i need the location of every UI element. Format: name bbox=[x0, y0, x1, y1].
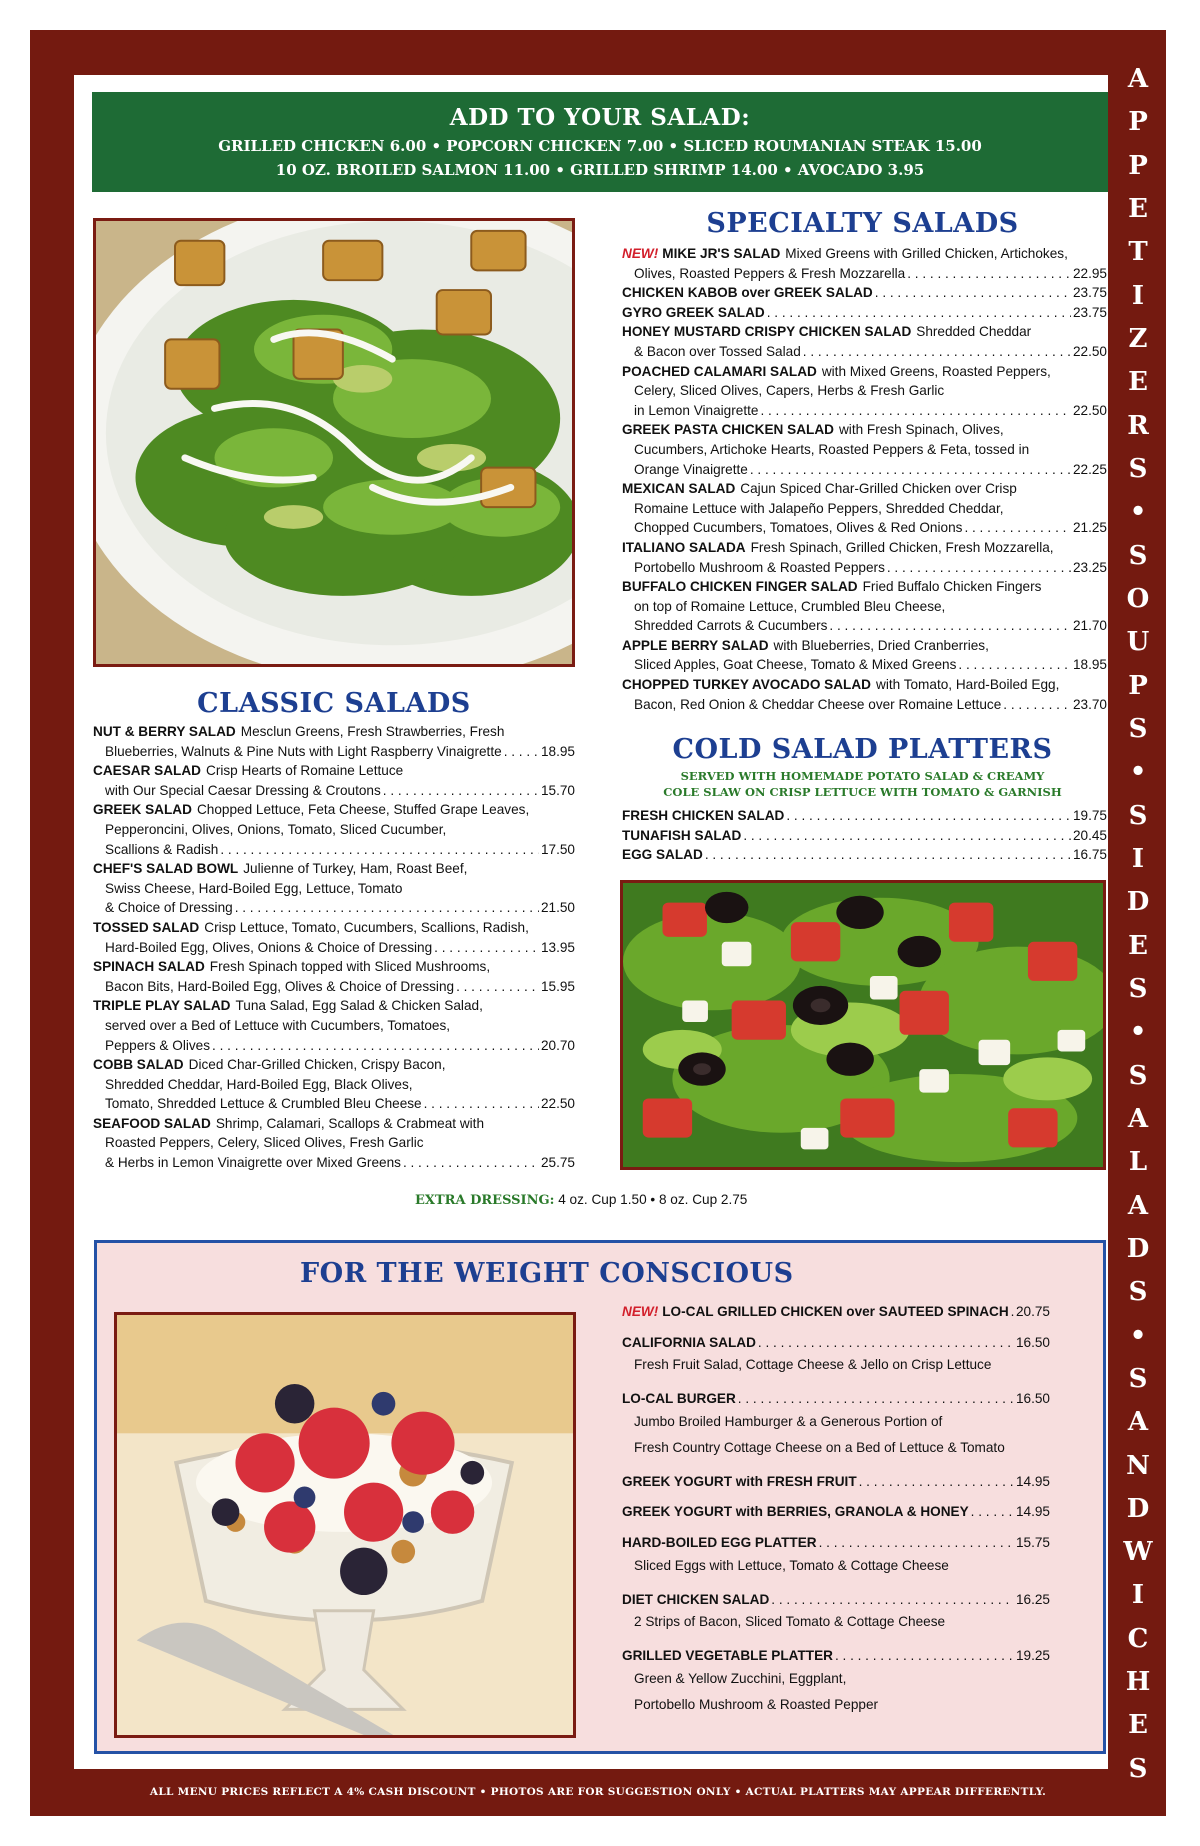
side-tab-letter: S bbox=[1128, 973, 1148, 1004]
classic-item-price: 21.50 bbox=[540, 900, 575, 916]
weight-item-price: 16.50 bbox=[1015, 1391, 1050, 1407]
classic-item-price: 20.70 bbox=[540, 1037, 575, 1053]
classic-item-line bbox=[93, 1153, 575, 1173]
specialty-item-desc: & Bacon over Tossed Salad bbox=[634, 343, 801, 359]
specialty-item-line bbox=[622, 695, 1107, 715]
classic-item-price: 22.50 bbox=[540, 1096, 575, 1112]
leader-dots bbox=[859, 1472, 1014, 1492]
weight-item-desc: Sliced Eggs with Lettuce, Tomato & Cottage Cheese bbox=[634, 1557, 949, 1573]
new-badge: NEW! bbox=[622, 1304, 659, 1319]
leader-dots bbox=[220, 840, 539, 860]
weight-item-name: CALIFORNIA SALAD bbox=[622, 1334, 756, 1350]
side-tab-letter: I bbox=[1131, 1580, 1145, 1611]
classic-item-desc: Chopped Lettuce, Feta Cheese, Stuffed Grape Leaves, bbox=[196, 802, 530, 818]
weight-item-name: HARD-BOILED EGG PLATTER bbox=[622, 1534, 817, 1550]
classic-item-name: SEAFOOD SALAD bbox=[93, 1115, 211, 1131]
weight-item-line bbox=[622, 1533, 1050, 1553]
weight-conscious-title: FOR THE WEIGHT CONSCIOUS bbox=[300, 1258, 794, 1289]
classic-item-line bbox=[93, 898, 575, 918]
leader-dots bbox=[771, 1590, 1014, 1610]
side-tab-letter: A bbox=[1127, 1190, 1149, 1221]
cold-item bbox=[622, 845, 1107, 865]
specialty-item-price: 23.75 bbox=[1072, 304, 1107, 320]
classic-item-line bbox=[93, 1094, 575, 1114]
leader-dots bbox=[383, 781, 539, 801]
leader-dots bbox=[819, 1533, 1014, 1553]
specialty-item bbox=[622, 538, 1107, 577]
weight-item-name: LO-CAL GRILLED CHICKEN over SAUTEED SPINACH bbox=[662, 1304, 1009, 1319]
leader-dots bbox=[504, 742, 539, 762]
specialty-item bbox=[622, 636, 1107, 675]
leader-dots bbox=[767, 303, 1071, 323]
classic-item-desc: Mesclun Greens, Fresh Strawberries, Fresh bbox=[240, 724, 505, 739]
specialty-item-line bbox=[622, 362, 1107, 382]
classic-salads-title: CLASSIC SALADS bbox=[197, 688, 471, 719]
greek-salad-photo bbox=[620, 880, 1106, 1170]
specialty-item-price: 23.70 bbox=[1072, 696, 1107, 712]
specialty-item-line bbox=[622, 322, 1107, 342]
classic-item-line bbox=[93, 1016, 575, 1036]
classic-item-desc: Swiss Cheese, Hard-Boiled Egg, Lettuce, Tomato bbox=[105, 880, 403, 896]
leader-dots bbox=[875, 283, 1071, 303]
weight-conscious-list bbox=[622, 1302, 1050, 1729]
classic-item bbox=[93, 761, 575, 800]
classic-item bbox=[93, 1114, 575, 1173]
classic-item-desc: Roasted Peppers, Celery, Sliced Olives, Fresh Garlic bbox=[105, 1135, 424, 1151]
classic-item bbox=[93, 1055, 575, 1114]
cold-platters-subtitle bbox=[620, 768, 1105, 800]
side-tab-letter: N bbox=[1126, 1450, 1150, 1481]
classic-item-line bbox=[93, 1114, 575, 1134]
weight-item-name: GRILLED VEGETABLE PLATTER bbox=[622, 1648, 833, 1664]
classic-item-name: TOSSED SALAD bbox=[93, 919, 200, 935]
specialty-item-desc: with Fresh Spinach, Olives, bbox=[838, 422, 1004, 438]
specialty-item-desc: Celery, Sliced Olives, Capers, Herbs & Fresh Garlic bbox=[634, 383, 945, 399]
classic-item-line bbox=[93, 977, 575, 997]
weight-item-price: 19.25 bbox=[1015, 1648, 1050, 1664]
side-tab-letter: S bbox=[1128, 540, 1148, 571]
specialty-item bbox=[622, 283, 1107, 303]
weight-item-line bbox=[622, 1472, 1050, 1492]
classic-item-name: GREEK SALAD bbox=[93, 802, 192, 818]
classic-item-desc: Blueberries, Walnuts & Pine Nuts with Light Raspberry Vinaigrette bbox=[105, 743, 502, 759]
specialty-item-desc: on top of Romaine Lettuce, Crumbled Bleu Cheese, bbox=[634, 598, 946, 614]
leader-dots bbox=[958, 655, 1071, 675]
specialty-item-desc: Sliced Apples, Goat Cheese, Tomato & Mixed Greens bbox=[634, 657, 957, 673]
cold-platters-list bbox=[622, 806, 1107, 865]
weight-item-desc: Portobello Mushroom & Roasted Pepper bbox=[634, 1696, 879, 1712]
specialty-item bbox=[622, 675, 1107, 714]
specialty-item-price: 18.95 bbox=[1072, 657, 1107, 673]
specialty-item-desc: Cajun Spiced Char-Grilled Chicken over Crisp bbox=[740, 481, 1017, 497]
side-tab-letter: A bbox=[1127, 64, 1149, 94]
side-category-tab bbox=[1112, 66, 1164, 1782]
specialty-item-line bbox=[622, 381, 1107, 401]
specialty-item-desc: Cucumbers, Artichoke Hearts, Roasted Peppers & Feta, tossed in bbox=[634, 441, 1030, 457]
classic-item-desc: Fresh Spinach topped with Sliced Mushrooms, bbox=[209, 959, 491, 975]
specialty-item-name: POACHED CALAMARI SALAD bbox=[622, 363, 817, 379]
leader-dots bbox=[835, 1646, 1014, 1666]
cold-item-price: 16.75 bbox=[1072, 847, 1107, 863]
classic-item-desc: Crisp Hearts of Romaine Lettuce bbox=[206, 763, 404, 779]
weight-item-price: 16.25 bbox=[1015, 1591, 1050, 1607]
classic-item bbox=[93, 957, 575, 996]
classic-item-desc: & Herbs in Lemon Vinaigrette over Mixed Greens bbox=[105, 1155, 401, 1171]
specialty-item-desc: Shredded Cheddar bbox=[916, 324, 1032, 340]
weight-item bbox=[622, 1389, 1050, 1461]
side-tab-letter: T bbox=[1128, 237, 1148, 268]
side-tab-letter: L bbox=[1128, 1147, 1148, 1178]
leader-dots bbox=[1003, 695, 1071, 715]
side-tab-letter: D bbox=[1126, 1233, 1150, 1264]
specialty-item-line bbox=[622, 636, 1107, 656]
specialty-item-price: 22.25 bbox=[1072, 461, 1107, 477]
classic-item-desc: & Choice of Dressing bbox=[105, 900, 233, 916]
side-tab-letter: H bbox=[1125, 1667, 1151, 1698]
leader-dots bbox=[971, 1502, 1014, 1522]
cold-item-price: 20.45 bbox=[1072, 827, 1107, 843]
side-tab-letter: C bbox=[1127, 1623, 1149, 1654]
leader-dots bbox=[760, 401, 1071, 421]
specialty-item-price: 22.95 bbox=[1072, 265, 1107, 281]
specialty-item-price: 21.25 bbox=[1072, 520, 1107, 536]
classic-item-name: COBB SALAD bbox=[93, 1057, 184, 1073]
weight-item-price: 20.75 bbox=[1015, 1304, 1050, 1319]
weight-item bbox=[622, 1533, 1050, 1579]
specialty-item-price: 21.70 bbox=[1072, 618, 1107, 634]
classic-item-line bbox=[93, 938, 575, 958]
side-tab-letter: P bbox=[1128, 107, 1148, 138]
cold-sub-line-2: COLE SLAW ON CRISP LETTUCE WITH TOMATO & GARNISH bbox=[663, 785, 1062, 799]
side-tab-letter: E bbox=[1128, 367, 1148, 398]
leader-dots bbox=[738, 1389, 1014, 1409]
side-tab-letter: W bbox=[1123, 1537, 1153, 1568]
weight-item bbox=[622, 1646, 1050, 1718]
classic-item-desc: Shredded Cheddar, Hard-Boiled Egg, Black Olives, bbox=[105, 1076, 413, 1092]
specialty-item-line bbox=[622, 597, 1107, 617]
side-tab-letter: S bbox=[1128, 713, 1148, 744]
classic-item-line bbox=[93, 761, 575, 781]
weight-item-desc: 2 Strips of Bacon, Sliced Tomato & Cottage Cheese bbox=[634, 1614, 946, 1630]
weight-item-price: 14.95 bbox=[1015, 1473, 1050, 1489]
classic-item-line bbox=[93, 918, 575, 938]
specialty-item-desc: Portobello Mushroom & Roasted Peppers bbox=[634, 559, 885, 575]
classic-item-price: 25.75 bbox=[540, 1155, 575, 1171]
specialty-item-desc: Mixed Greens with Grilled Chicken, Artichokes, bbox=[785, 246, 1068, 261]
cold-item bbox=[622, 826, 1107, 846]
extra-dressing-label: EXTRA DRESSING: bbox=[415, 1193, 555, 1208]
specialty-item-line bbox=[622, 420, 1107, 440]
specialty-item-desc: Fresh Spinach, Grilled Chicken, Fresh Mozzarella, bbox=[750, 539, 1054, 555]
side-tab-letter: E bbox=[1128, 930, 1148, 961]
new-badge: NEW! bbox=[622, 246, 659, 261]
leader-dots bbox=[743, 826, 1071, 846]
specialty-item-name: CHICKEN KABOB over GREEK SALAD bbox=[622, 285, 873, 301]
leader-dots bbox=[434, 938, 539, 958]
classic-item-line bbox=[93, 1055, 575, 1075]
specialty-item bbox=[622, 479, 1107, 538]
side-tab-letter: • bbox=[1129, 1017, 1147, 1048]
specialty-item-line bbox=[622, 538, 1107, 558]
weight-item-price: 16.50 bbox=[1015, 1334, 1050, 1350]
specialty-item-name: HONEY MUSTARD CRISPY CHICKEN SALAD bbox=[622, 324, 912, 340]
side-tab-letter: S bbox=[1128, 453, 1148, 484]
classic-item-line bbox=[93, 742, 575, 762]
classic-item-name: SPINACH SALAD bbox=[93, 959, 205, 975]
classic-item-line bbox=[93, 781, 575, 801]
specialty-item bbox=[622, 303, 1107, 323]
specialty-item-desc: Fried Buffalo Chicken Fingers bbox=[862, 579, 1042, 595]
weight-item-name: GREEK YOGURT with FRESH FRUIT bbox=[622, 1473, 857, 1489]
classic-item-line bbox=[93, 1036, 575, 1056]
yogurt-parfait-photo bbox=[114, 1312, 576, 1738]
specialty-item-desc: Chopped Cucumbers, Tomatoes, Olives & Red Onions bbox=[634, 520, 963, 536]
addon-title: ADD TO YOUR SALAD: bbox=[449, 104, 751, 131]
cold-item-name: EGG SALAD bbox=[622, 847, 703, 863]
specialty-item-name: GREEK PASTA CHICKEN SALAD bbox=[622, 422, 834, 438]
classic-item-line bbox=[93, 840, 575, 860]
classic-item-line bbox=[93, 800, 575, 820]
specialty-salads-list bbox=[622, 244, 1107, 714]
specialty-item-desc: with Mixed Greens, Roasted Peppers, bbox=[821, 363, 1051, 379]
specialty-item bbox=[622, 420, 1107, 479]
classic-item-desc: Tomato, Shredded Lettuce & Crumbled Bleu Cheese bbox=[105, 1096, 422, 1112]
classic-item bbox=[93, 859, 575, 918]
classic-item bbox=[93, 918, 575, 957]
specialty-item-line bbox=[622, 675, 1107, 695]
classic-item-name: TRIPLE PLAY SALAD bbox=[93, 998, 231, 1014]
side-tab-letter: O bbox=[1126, 583, 1150, 614]
weight-item-desc: Green & Yellow Zucchini, Eggplant, bbox=[634, 1670, 847, 1686]
specialty-item-line bbox=[622, 577, 1107, 597]
weight-item-desc: Jumbo Broiled Hamburger & a Generous Portion of bbox=[634, 1413, 943, 1429]
classic-item-desc: Peppers & Olives bbox=[105, 1037, 211, 1053]
specialty-item bbox=[622, 577, 1107, 636]
weight-item-line bbox=[622, 1502, 1050, 1522]
specialty-salads-title: SPECIALTY SALADS bbox=[706, 208, 1019, 239]
add-to-salad-banner bbox=[92, 92, 1108, 192]
weight-item-line bbox=[622, 1302, 1050, 1322]
weight-item-price: 14.95 bbox=[1015, 1504, 1050, 1520]
specialty-item-name: MEXICAN SALAD bbox=[622, 481, 736, 497]
specialty-item-line bbox=[622, 283, 1107, 303]
specialty-item-line bbox=[622, 244, 1107, 264]
classic-item-price: 13.95 bbox=[540, 939, 575, 955]
specialty-item bbox=[622, 322, 1107, 361]
cold-item-name: FRESH CHICKEN SALAD bbox=[622, 808, 785, 823]
specialty-item-name: CHOPPED TURKEY AVOCADO SALAD bbox=[622, 677, 871, 693]
side-tab-letter: S bbox=[1128, 1753, 1148, 1784]
classic-item-line bbox=[93, 879, 575, 899]
side-tab-letter: E bbox=[1128, 193, 1148, 224]
side-tab-letter: I bbox=[1131, 843, 1145, 874]
weight-item-desc: Fresh Fruit Salad, Cottage Cheese & Jello on Crisp Lettuce bbox=[634, 1357, 992, 1373]
side-tab-letter: R bbox=[1127, 410, 1149, 441]
side-tab-letter: S bbox=[1128, 1363, 1148, 1394]
side-tab-letter: U bbox=[1126, 627, 1150, 658]
specialty-item-line bbox=[622, 264, 1107, 284]
specialty-item-line bbox=[622, 616, 1107, 636]
leader-dots bbox=[235, 898, 539, 918]
classic-item-desc: served over a Bed of Lettuce with Cucumbers, Tomatoes, bbox=[105, 1017, 451, 1033]
leader-dots bbox=[758, 1333, 1014, 1353]
side-tab-letter: S bbox=[1128, 1060, 1148, 1091]
side-tab-letter: A bbox=[1127, 1407, 1149, 1438]
specialty-item-price: 22.50 bbox=[1072, 343, 1107, 359]
specialty-item-line bbox=[622, 479, 1107, 499]
weight-item-name: DIET CHICKEN SALAD bbox=[622, 1591, 770, 1607]
side-tab-letter: D bbox=[1126, 887, 1150, 918]
addon-line-2: 10 OZ. BROILED SALMON 11.00 • GRILLED SHRIMP 14.00 • AVOCADO 3.95 bbox=[275, 161, 925, 179]
leader-dots bbox=[705, 845, 1071, 865]
classic-item-line bbox=[93, 996, 575, 1016]
weight-item-desc: Fresh Country Cottage Cheese on a Bed of Lettuce & Tomato bbox=[634, 1439, 1005, 1455]
side-tab-letter: P bbox=[1128, 150, 1148, 181]
classic-item bbox=[93, 996, 575, 1055]
leader-dots bbox=[424, 1094, 539, 1114]
classic-item-desc: Julienne of Turkey, Ham, Roast Beef, bbox=[243, 861, 468, 877]
classic-item-price: 15.70 bbox=[540, 782, 575, 798]
specialty-item bbox=[622, 362, 1107, 421]
classic-item-name: NUT & BERRY SALAD bbox=[93, 724, 236, 739]
classic-item-desc: Bacon Bits, Hard-Boiled Egg, Olives & Choice of Dressing bbox=[105, 978, 455, 994]
weight-item-price: 15.75 bbox=[1015, 1534, 1050, 1550]
side-tab-letter: • bbox=[1129, 757, 1147, 788]
classic-item-desc: Pepperoncini, Olives, Onions, Tomato, Sliced Cucumber, bbox=[105, 821, 447, 837]
side-tab-letter: • bbox=[1129, 497, 1147, 528]
specialty-item-name: GYRO GREEK SALAD bbox=[622, 304, 765, 320]
side-tab-letter: P bbox=[1128, 670, 1148, 701]
classic-item-line bbox=[93, 820, 575, 840]
side-tab-letter: Z bbox=[1128, 323, 1148, 354]
weight-item-line bbox=[622, 1333, 1050, 1353]
addon-line-1: GRILLED CHICKEN 6.00 • POPCORN CHICKEN 7.00 • SLICED ROUMANIAN STEAK 15.00 bbox=[218, 137, 982, 155]
specialty-item-name: BUFFALO CHICKEN FINGER SALAD bbox=[622, 579, 858, 595]
classic-item-line bbox=[93, 722, 575, 742]
classic-item bbox=[93, 722, 575, 761]
weight-item-line bbox=[622, 1646, 1050, 1666]
leader-dots bbox=[786, 806, 1071, 826]
leader-dots bbox=[964, 518, 1071, 538]
side-tab-letter: I bbox=[1131, 280, 1145, 311]
classic-item bbox=[93, 800, 575, 859]
specialty-item-line bbox=[622, 401, 1107, 421]
leader-dots bbox=[829, 616, 1071, 636]
weight-item bbox=[622, 1302, 1050, 1322]
weight-item bbox=[622, 1502, 1050, 1522]
extra-dressing-prices: 4 oz. Cup 1.50 • 8 oz. Cup 2.75 bbox=[558, 1192, 748, 1207]
weight-item bbox=[622, 1590, 1050, 1636]
cold-sub-line-1: SERVED WITH HOMEMADE POTATO SALAD & CREAMY bbox=[680, 769, 1045, 783]
classic-item-price: 15.95 bbox=[540, 978, 575, 994]
specialty-item-desc: with Blueberries, Dried Cranberries, bbox=[773, 637, 989, 653]
classic-item-desc: Scallions & Radish bbox=[105, 841, 219, 857]
classic-salads-list bbox=[93, 722, 575, 1173]
side-tab-letter: E bbox=[1128, 1710, 1148, 1741]
specialty-item-name: MIKE JR'S SALAD bbox=[662, 246, 781, 261]
side-tab-letter: A bbox=[1127, 1103, 1149, 1134]
weight-item-name: GREEK YOGURT with BERRIES, GRANOLA & HONEY bbox=[622, 1504, 969, 1520]
classic-item-price: 18.95 bbox=[540, 743, 575, 759]
classic-item-desc: Tuna Salad, Egg Salad & Chicken Salad, bbox=[235, 998, 483, 1014]
specialty-item-line bbox=[622, 499, 1107, 519]
caesar-salad-photo bbox=[93, 218, 575, 667]
specialty-item-line bbox=[622, 440, 1107, 460]
specialty-item-name: APPLE BERRY SALAD bbox=[622, 637, 769, 653]
classic-item-line bbox=[93, 957, 575, 977]
specialty-item-desc: in Lemon Vinaigrette bbox=[634, 402, 759, 418]
specialty-item-desc: Orange Vinaigrette bbox=[634, 461, 748, 477]
classic-item-name: CHEF'S SALAD BOWL bbox=[93, 861, 239, 877]
leader-dots bbox=[456, 977, 539, 997]
classic-item-line bbox=[93, 1075, 575, 1095]
cold-item-name: TUNAFISH SALAD bbox=[622, 827, 742, 843]
specialty-item bbox=[622, 244, 1107, 283]
side-tab-letter: D bbox=[1126, 1493, 1150, 1524]
specialty-item-line bbox=[622, 342, 1107, 362]
weight-item bbox=[622, 1472, 1050, 1492]
specialty-item-line bbox=[622, 518, 1107, 538]
specialty-item-desc: Bacon, Red Onion & Cheddar Cheese over Romaine Lettuce bbox=[634, 696, 1002, 712]
classic-item-line bbox=[93, 859, 575, 879]
side-tab-letter: S bbox=[1128, 800, 1148, 831]
specialty-item-line bbox=[622, 303, 1107, 323]
leader-dots bbox=[750, 460, 1071, 480]
weight-item-line bbox=[622, 1590, 1050, 1610]
leader-dots bbox=[907, 264, 1071, 284]
specialty-item-line bbox=[622, 558, 1107, 578]
cold-item bbox=[622, 806, 1107, 826]
footer-disclaimer: ALL MENU PRICES REFLECT A 4% CASH DISCOUNT • PHOTOS ARE FOR SUGGESTION ONLY • ACTUAL PLATTERS MAY APPEAR DIFFERENTLY. bbox=[149, 1786, 1047, 1798]
classic-item-desc: with Our Special Caesar Dressing & Croutons bbox=[105, 782, 381, 798]
leader-dots bbox=[1011, 1302, 1014, 1322]
classic-item-desc: Diced Char-Grilled Chicken, Crispy Bacon, bbox=[188, 1057, 446, 1073]
specialty-item-price: 22.50 bbox=[1072, 402, 1107, 418]
specialty-item-desc: Shredded Carrots & Cucumbers bbox=[634, 618, 828, 634]
classic-item-desc: Crisp Lettuce, Tomato, Cucumbers, Scallions, Radish, bbox=[204, 919, 529, 935]
leader-dots bbox=[803, 342, 1071, 362]
classic-item-name: CAESAR SALAD bbox=[93, 763, 201, 779]
specialty-item-desc: with Tomato, Hard-Boiled Egg, bbox=[876, 677, 1060, 693]
leader-dots bbox=[403, 1153, 539, 1173]
weight-item bbox=[622, 1333, 1050, 1379]
side-tab-letter: • bbox=[1129, 1320, 1147, 1351]
weight-item-name: LO-CAL BURGER bbox=[622, 1391, 736, 1407]
leader-dots bbox=[887, 558, 1071, 578]
specialty-item-name: ITALIANO SALADA bbox=[622, 539, 746, 555]
specialty-item-line bbox=[622, 655, 1107, 675]
leader-dots bbox=[212, 1036, 539, 1056]
classic-item-desc: Shrimp, Calamari, Scallops & Crabmeat with bbox=[215, 1115, 485, 1131]
cold-platters-title: COLD SALAD PLATTERS bbox=[672, 734, 1053, 765]
specialty-item-desc: Olives, Roasted Peppers & Fresh Mozzarella bbox=[634, 265, 906, 281]
specialty-item-desc: Romaine Lettuce with Jalapeño Peppers, Shredded Cheddar, bbox=[634, 500, 1004, 516]
cold-item-price: 19.75 bbox=[1072, 808, 1107, 823]
specialty-item-line bbox=[622, 460, 1107, 480]
classic-item-line bbox=[93, 1133, 575, 1153]
specialty-item-price: 23.75 bbox=[1072, 285, 1107, 301]
classic-item-price: 17.50 bbox=[540, 841, 575, 857]
specialty-item-price: 23.25 bbox=[1072, 559, 1107, 575]
extra-dressing-note bbox=[415, 1192, 747, 1208]
classic-item-desc: Hard-Boiled Egg, Olives, Onions & Choice of Dressing bbox=[105, 939, 433, 955]
weight-item-line bbox=[622, 1389, 1050, 1409]
side-tab-letter: S bbox=[1128, 1277, 1148, 1308]
